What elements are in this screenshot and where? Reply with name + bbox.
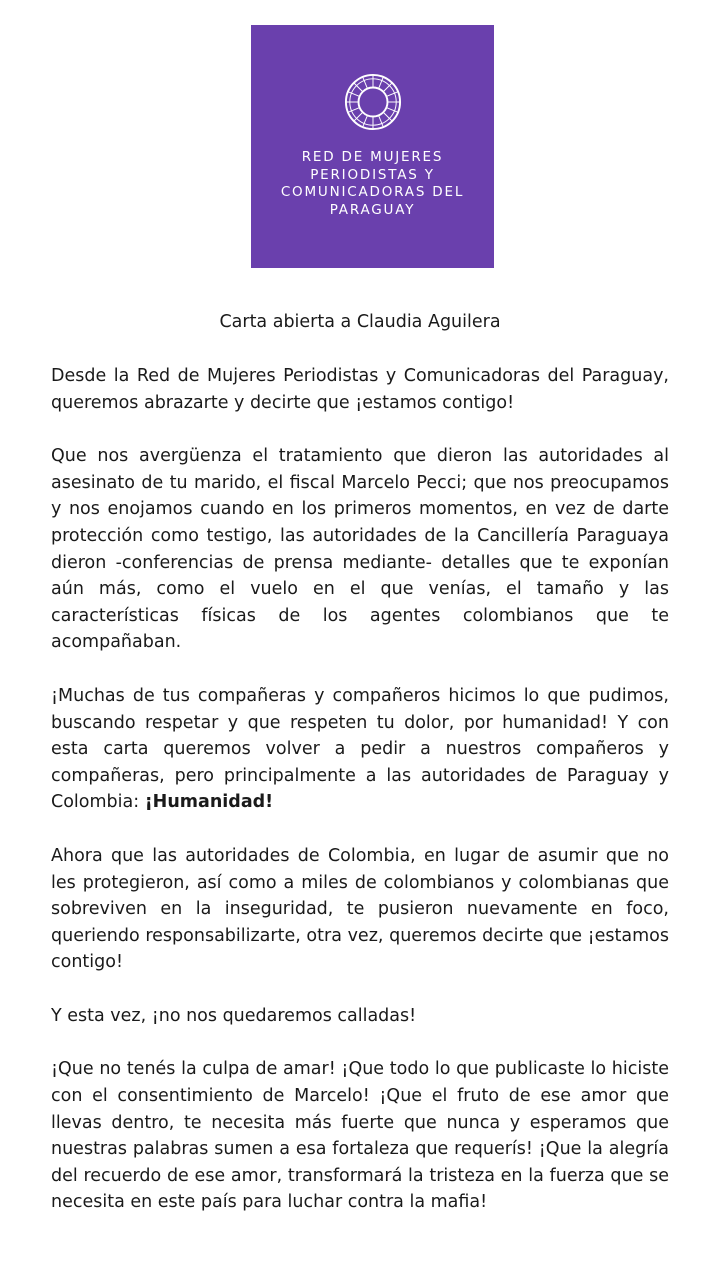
- paragraph-3: [51, 683, 669, 816]
- organization-logo: [251, 25, 494, 268]
- letter-title: Carta abierta a Claudia Aguilera: [219, 312, 501, 332]
- humanidad-emphasis: ¡Humanidad!: [144, 792, 274, 813]
- globe-icon: [344, 73, 402, 131]
- logo-line: PERIODISTAS Y: [310, 166, 435, 183]
- paragraph-3-text: ¡Muchas de tus compañeras y compañeros hicimos lo que pudimos, buscando respetar y que respeten tu dolor, por humanidad! Y con esta carta queremos volver a pedir a nuestros compañeros y compañeras, pero principalmente a las autoridades de Paraguay y Colombia:: [51, 685, 669, 813]
- logo-text: [281, 149, 464, 219]
- logo-line: RED DE MUJERES: [301, 149, 444, 165]
- paragraph-intro: Desde la Red de Mujeres Periodistas y Comunicadoras del Paraguay, queremos abrazarte y decirte que ¡estamos contigo!: [51, 366, 669, 413]
- paragraph-4: Ahora que las autoridades de Colombia, en lugar de asumir que no les protegieron, así como a miles de colombianos y colombianas que sobreviven en la inseguridad, te pusieron nuevamente en foco, queriendo responsabilizarte, otra vez, queremos decirte que ¡estamos contigo!: [51, 845, 669, 973]
- paragraph-6: ¡Que no tenés la culpa de amar! ¡Que todo lo que publicaste lo hiciste con el consentimiento de Marcelo! ¡Que el fruto de ese amor que llevas dentro, te necesita más fuerte que nunca y esperamos que nuestras palabras sumen a esa fortaleza que requerís! ¡Que la alegría del recuerdo de ese amor, transformará la tristeza en la fuerza que se necesita en este país para luchar contra la mafia!: [51, 1059, 669, 1213]
- logo-line: COMUNICADORAS DEL: [280, 184, 465, 200]
- paragraph-5: Y esta vez, ¡no nos quedaremos calladas!: [51, 1005, 417, 1026]
- paragraph-2: Que nos avergüenza el tratamiento que dieron las autoridades al asesinato de tu marido, el fiscal Marcelo Pecci; que nos preocupamos y nos enojamos cuando en los primeros momentos, en vez de darte protección como testigo, las autoridades de la Cancillería Paraguaya dieron -conferencias de prensa mediante- detalles que te exponían aún más, como el vuelo en el que venías, el tamaño y las características físicas de los agentes colombianos que te acompañaban.: [51, 446, 669, 653]
- letter-body: [51, 308, 669, 1243]
- logo-line: PARAGUAY: [329, 201, 416, 218]
